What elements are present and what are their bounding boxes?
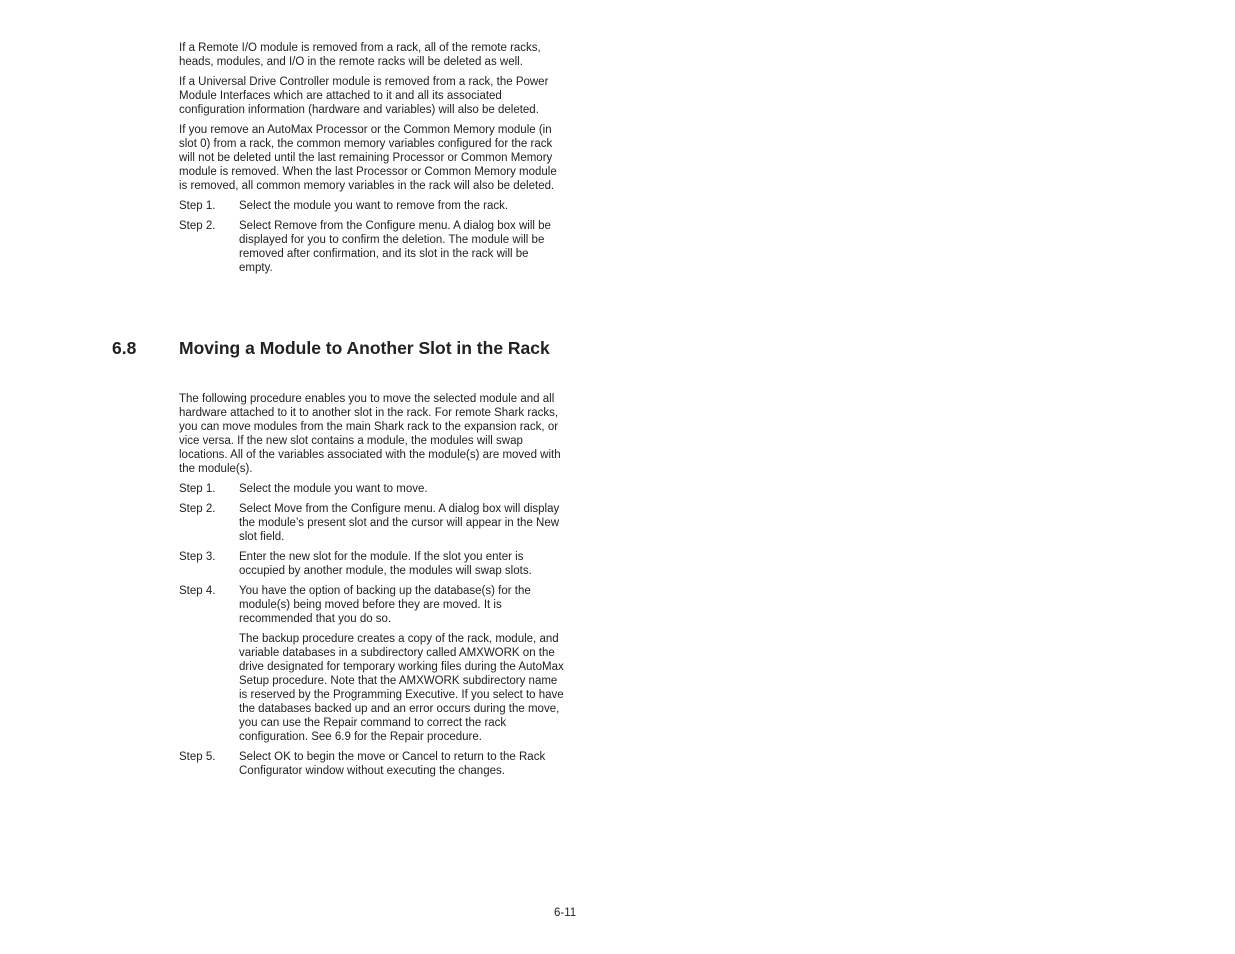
step-text: Select Move from the Configure menu. A dialog box will display the module’s present slot and the cursor will appear in the New slot field. <box>239 503 560 543</box>
paragraph-automax-processor: If you remove an AutoMax Processor or the Common Memory module (in slot 0) from a rack, the common memory variables configured for the rack will not be deleted until the last remaining Processor or Common Memory module is removed. When the last Processor or Common Memory module is removed, all common memory variables in the rack will also be deleted. <box>179 124 557 192</box>
move-step-1 <box>179 482 565 496</box>
section-text-block <box>179 392 565 784</box>
section-title: Moving a Module to Another Slot in the Rack <box>179 338 550 358</box>
step-text: Select OK to begin the move or Cancel to return to the Rack Configurator window without executing the changes. <box>239 751 546 777</box>
paragraph-remote-io: If a Remote I/O module is removed from a rack, all of the remote racks, heads, modules, and I/O in the remote racks will be deleted as well. <box>179 42 541 68</box>
remove-step-1 <box>179 199 565 213</box>
step-number: Step 2. <box>179 503 216 515</box>
move-step-2 <box>179 502 565 544</box>
step-number: Step 3. <box>179 551 216 563</box>
move-step-4 <box>179 584 565 626</box>
step-number: Step 4. <box>179 585 216 597</box>
step-text: Select the module you want to remove from the rack. <box>239 200 509 212</box>
step-number: Step 1. <box>179 200 216 212</box>
page-number: 6-11 <box>554 907 577 919</box>
step-text: You have the option of backing up the database(s) for the module(s) being moved before they are moved. It is recommended that you do so. <box>239 585 531 625</box>
remove-step-2 <box>179 219 565 275</box>
step-number: Step 1. <box>179 483 216 495</box>
step-number: Step 5. <box>179 751 216 763</box>
step-text: Enter the new slot for the module. If the slot you enter is occupied by another module, the modules will swap slots. <box>239 551 532 577</box>
step-number: Step 2. <box>179 220 216 232</box>
step-text: Select Remove from the Configure menu. A dialog box will be displayed for you to confirm the deletion. The module will be removed after confirmation, and its slot in the rack will be empty. <box>239 220 551 274</box>
paragraph-universal-drive: If a Universal Drive Controller module is removed from a rack, the Power Module Interfaces which are attached to it and all its associated configuration information (hardware and variables) will also be deleted. <box>179 76 549 116</box>
section-intro: The following procedure enables you to move the selected module and all hardware attached to it to another slot in the rack. For remote Shark racks, you can move modules from the main Shark rack to the expansion rack, or vice versa. If the new slot contains a module, the modules will swap locations. All of the variables associated with the module(s) are moved with the module(s). <box>179 393 561 475</box>
move-step-5 <box>179 750 565 778</box>
step-text: Select the module you want to move. <box>239 483 428 495</box>
top-text-block <box>179 41 565 281</box>
section-number: 6.8 <box>112 338 137 358</box>
move-step-3 <box>179 550 565 578</box>
move-step-4-continuation: The backup procedure creates a copy of the rack, module, and variable databases in a subdirectory called AMXWORK on the drive designated for temporary working files during the AutoMax Setup procedure. Note that the AMXWORK subdirectory name is reserved by the Programming Executive. If you select to have the databases backed up and an error occurs during the move, you can use the Repair command to correct the rack configuration. See 6.9 for the Repair procedure. <box>239 633 564 743</box>
